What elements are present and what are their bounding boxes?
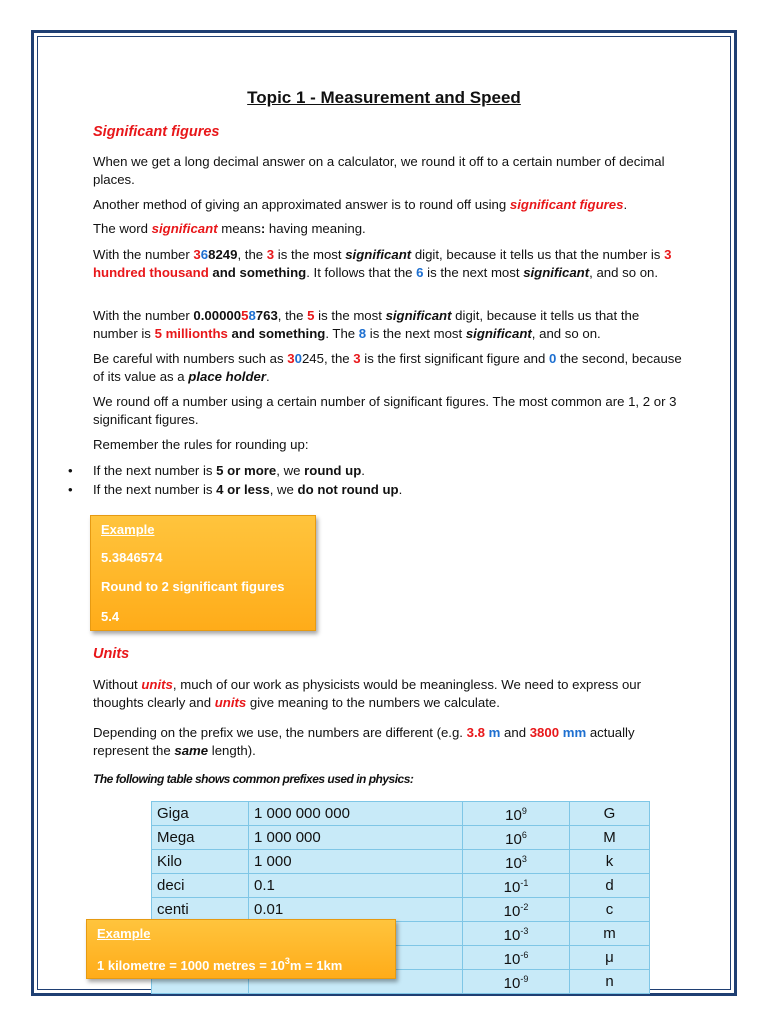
units-para-1: Without units, much of our work as physicists would be meaningless. We need to express our thoughts clearly and units give meaning to the numbers we calculate.	[93, 677, 642, 710]
prefix-symbol: μ	[570, 946, 650, 970]
prefix-symbol: d	[570, 874, 650, 898]
sig-figs-heading: Significant figures	[93, 124, 220, 140]
prefix-value: 0.01	[249, 898, 463, 922]
prefix-row	[152, 898, 650, 922]
sig-para-5: With the number 0.0000058763, the 5 is the most significant digit, because it tells us that the number is 5 millionths and something. The 8 is the next most significant, and so on.	[93, 308, 640, 341]
sig-para-7: We round off a number using a certain number of significant figures. The most common are 1, 2 or 3 significant figures.	[93, 394, 677, 427]
table-caption: The following table shows common prefixes used in physics:	[93, 772, 414, 786]
prefix-row	[152, 874, 650, 898]
example-box-sig-figs	[90, 515, 316, 631]
example-instruction: Round to 2 significant figures	[101, 579, 285, 594]
prefix-value: 1 000 000	[249, 826, 463, 850]
prefix-name: centi	[152, 898, 249, 922]
sig-para-2: Another method of giving an approximated answer is to round off using significant figures.	[93, 197, 628, 212]
prefix-name: Giga	[152, 802, 249, 826]
sig-para-6: Be careful with numbers such as 30245, the 3 is the first significant figure and 0 the second, because of its value as a place holder.	[93, 351, 682, 384]
prefix-value: 0.1	[249, 874, 463, 898]
example-conversion: 1 kilometre = 1000 metres = $10^3m = 1km$	[97, 956, 343, 973]
prefix-power: $10^{-6}$	[463, 946, 570, 970]
prefix-power: $10^3$	[463, 850, 570, 874]
prefix-row	[152, 826, 650, 850]
example-number: 5.3846574	[101, 550, 163, 565]
prefix-name: Kilo	[152, 850, 249, 874]
prefix-value: 1 000 000 000	[249, 802, 463, 826]
sig-para-8: Remember the rules for rounding up:	[93, 437, 309, 452]
prefix-power: $10^{-1}$	[463, 874, 570, 898]
prefix-symbol: G	[570, 802, 650, 826]
example-answer: 5.4	[101, 609, 120, 624]
prefix-value: 1 000	[249, 850, 463, 874]
sig-para-1: When we get a long decimal answer on a calculator, we round it off to a certain number of decimal places.	[93, 154, 665, 187]
prefix-row	[152, 850, 650, 874]
prefix-symbol: M	[570, 826, 650, 850]
prefix-row	[152, 802, 650, 826]
units-heading: Units	[93, 646, 130, 662]
prefix-symbol: c	[570, 898, 650, 922]
prefix-name: deci	[152, 874, 249, 898]
prefix-symbol: n	[570, 970, 650, 994]
example-title: Example	[97, 926, 151, 941]
example-title: Example	[101, 522, 155, 537]
sig-para-4: With the number 368249, the 3 is the most significant digit, because it tells us that the number is 3 hundred thousand and something. It follows that the 6 is the next most significant, and so on.	[93, 247, 672, 280]
units-para-2: Depending on the prefix we use, the numbers are different (e.g. 3.8 m and 3800 mm actually represent the same length).	[93, 725, 635, 758]
prefix-power: $10^6$	[463, 826, 570, 850]
example-box-units	[86, 919, 396, 979]
prefix-symbol: k	[570, 850, 650, 874]
rule-bullet-2: • If the next number is 4 or less, we do not round up.	[68, 482, 403, 497]
sig-para-3: The word significant means: having meaning.	[93, 221, 366, 236]
prefix-name: Mega	[152, 826, 249, 850]
prefix-power: $10^{-9}$	[463, 970, 570, 994]
rule-bullet-1: • If the next number is 5 or more, we round up.	[68, 463, 365, 478]
prefix-power: $10^{-2}$	[463, 898, 570, 922]
page-title: Topic 1 - Measurement and Speed	[247, 88, 521, 107]
prefix-symbol: m	[570, 922, 650, 946]
prefix-power: $10^{-3}$	[463, 922, 570, 946]
prefix-power: $10^9$	[463, 802, 570, 826]
